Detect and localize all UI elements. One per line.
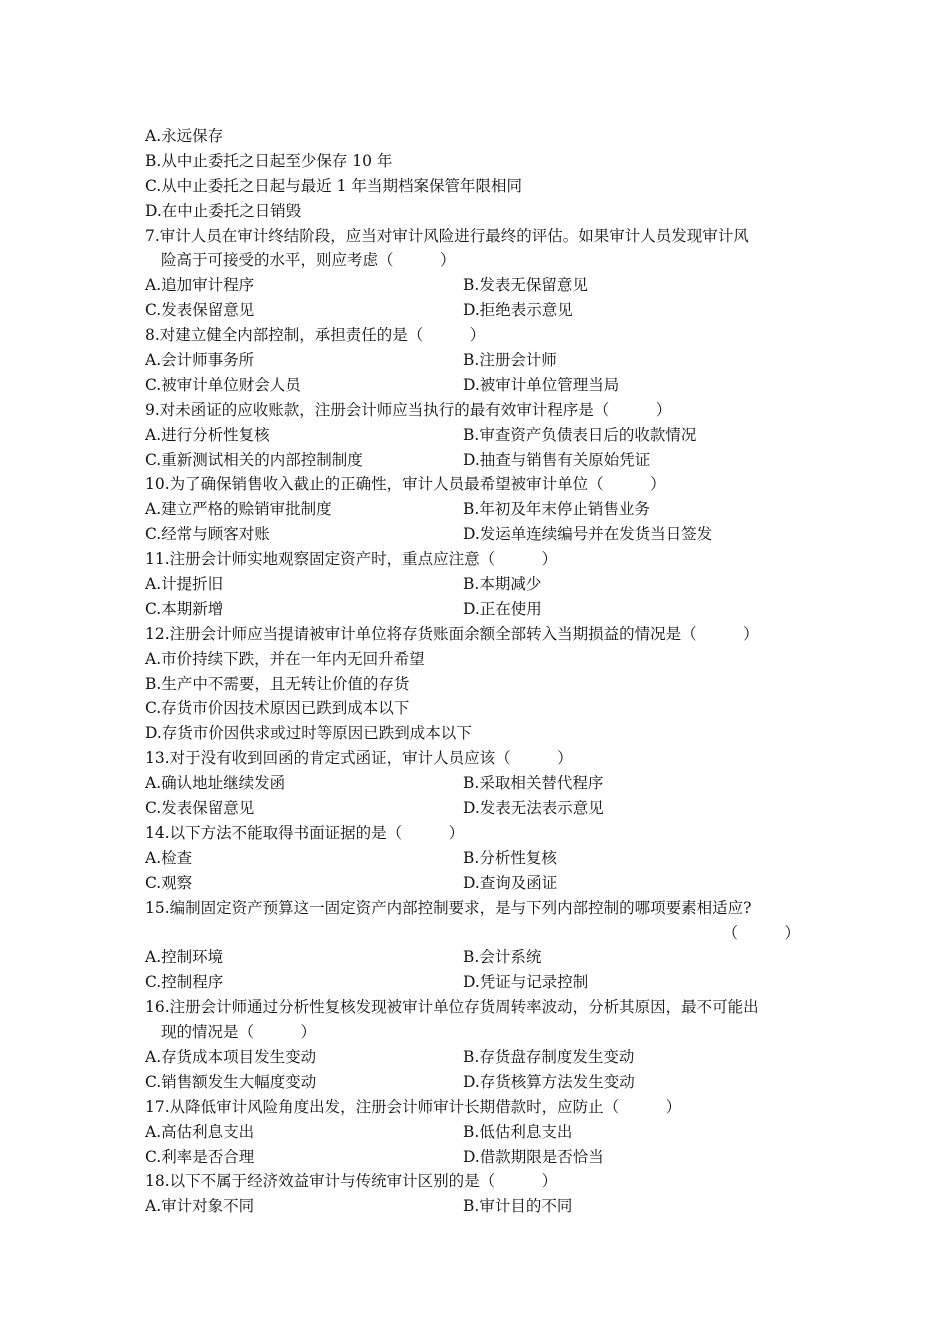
option: B.年初及年末停止销售业务	[463, 500, 650, 519]
option-row	[145, 497, 810, 522]
question-stem: 18.以下不属于经济效益审计与传统审计区别的是（ ）	[145, 1172, 558, 1191]
option-row	[145, 1070, 810, 1095]
answer-blank: （ ）	[722, 923, 800, 942]
option: B.审查资产负债表日后的收款情况	[463, 425, 697, 444]
option: B.低估利息支出	[463, 1122, 573, 1141]
option: D.借款期限是否恰当	[463, 1147, 604, 1166]
question-stem-continued: 险高于可接受的水平，则应考虑（ ）	[161, 251, 456, 270]
option-row	[145, 1120, 810, 1145]
option-row	[145, 796, 810, 821]
option: D.发运单连续编号并在发货当日签发	[463, 525, 713, 544]
question-stem-continued: 现的情况是（ ）	[161, 1023, 317, 1042]
option: A.控制环境	[145, 948, 224, 967]
option-row	[145, 970, 810, 995]
option: A.高估利息支出	[145, 1122, 255, 1141]
option-row	[145, 298, 810, 323]
option-row	[145, 1045, 810, 1070]
option: C.发表保留意见	[145, 799, 255, 818]
option: D.查询及函证	[463, 873, 558, 892]
question-stem: 9.对未函证的应收账款，注册会计师应当执行的最有效审计程序是（ ）	[145, 400, 672, 419]
question-stem: 14.以下方法不能取得书面证据的是（ ）	[145, 823, 465, 842]
question-stem: 16.注册会计师通过分析性复核发现被审计单位存货周转率波动，分析其原因，最不可能出	[145, 998, 759, 1017]
answer-blank-line	[145, 921, 810, 946]
option-line: D.存货市价因供求或过时等原因已跌到成本以下	[145, 724, 472, 743]
option: C.被审计单位财会人员	[145, 375, 301, 394]
option-row	[145, 348, 810, 373]
option: A.会计师事务所	[145, 351, 255, 370]
question-stem: 8.对建立健全内部控制，承担责任的是（ ）	[145, 326, 486, 345]
option: C.重新测试相关的内部控制制度	[145, 450, 363, 469]
option: B.采取相关替代程序	[463, 774, 604, 793]
option-row	[145, 1194, 810, 1219]
option: C.销售额发生大幅度变动	[145, 1072, 317, 1091]
document-body	[145, 124, 810, 1219]
option-row	[145, 572, 810, 597]
option: A.建立严格的赊销审批制度	[145, 500, 332, 519]
option: D.发表无法表示意见	[463, 799, 604, 818]
option-row	[145, 423, 810, 448]
option: A.存货成本项目发生变动	[145, 1047, 317, 1066]
option: B.本期减少	[463, 575, 542, 594]
option: A.检查	[145, 848, 193, 867]
option: A.确认地址继续发函	[145, 774, 286, 793]
option: A.计提折旧	[145, 575, 224, 594]
option: C.利率是否合理	[145, 1147, 255, 1166]
option: A.追加审计程序	[145, 276, 255, 295]
question-stem: 17.从降低审计风险角度出发，注册会计师审计长期借款时，应防止（ ）	[145, 1097, 682, 1116]
question-stem: 15.编制固定资产预算这一固定资产内部控制要求，是与下列内部控制的哪项要素相适应?	[145, 898, 752, 917]
option-row	[145, 373, 810, 398]
option: D.正在使用	[463, 599, 542, 618]
option-line: B.从中止委托之日起至少保存 10 年	[145, 151, 393, 170]
option-row	[145, 771, 810, 796]
question-stem: 12.注册会计师应当提请被审计单位将存货账面余额全部转入当期损益的情况是（ ）	[145, 624, 759, 643]
option: D.凭证与记录控制	[463, 973, 589, 992]
option-line: A.市价持续下跌，并在一年内无回升希望	[145, 649, 425, 668]
question-stem: 10.为了确保销售收入截止的正确性，审计人员最希望被审计单位（ ）	[145, 475, 666, 494]
option-row	[145, 273, 810, 298]
option-row	[145, 597, 810, 622]
option: D.被审计单位管理当局	[463, 375, 620, 394]
question-stem: 13.对于没有收到回函的肯定式函证，审计人员应该（ ）	[145, 749, 573, 768]
option: A.审计对象不同	[145, 1197, 255, 1216]
question-stem: 7.审计人员在审计终结阶段，应当对审计风险进行最终的评估。如果审计人员发现审计风	[145, 226, 749, 245]
option-line: C.从中止委托之日起与最近 1 年当期档案保管年限相同	[145, 176, 522, 195]
option: C.经常与顾客对账	[145, 525, 270, 544]
option: C.本期新增	[145, 599, 224, 618]
option-row	[145, 945, 810, 970]
option-row	[145, 846, 810, 871]
option: B.审计目的不同	[463, 1197, 573, 1216]
option-row	[145, 448, 810, 473]
option-row	[145, 1145, 810, 1170]
option-line: D.在中止委托之日销毁	[145, 201, 302, 220]
option: C.观察	[145, 873, 193, 892]
option-line: C.存货市价因技术原因已跌到成本以下	[145, 699, 410, 718]
question-stem: 11.注册会计师实地观察固定资产时，重点应注意（ ）	[145, 550, 558, 569]
option: D.抽查与销售有关原始凭证	[463, 450, 651, 469]
option: C.发表保留意见	[145, 301, 255, 320]
option: B.注册会计师	[463, 351, 557, 370]
option: B.会计系统	[463, 948, 542, 967]
option-row	[145, 522, 810, 547]
option: B.存货盘存制度发生变动	[463, 1047, 635, 1066]
option: D.存货核算方法发生变动	[463, 1072, 635, 1091]
option: B.分析性复核	[463, 848, 557, 867]
option-line: B.生产中不需要，且无转让价值的存货	[145, 674, 410, 693]
option-row	[145, 871, 810, 896]
option: A.进行分析性复核	[145, 425, 270, 444]
option: C.控制程序	[145, 973, 224, 992]
option: B.发表无保留意见	[463, 276, 588, 295]
option-line: A.永远保存	[145, 127, 224, 145]
option: D.拒绝表示意见	[463, 301, 573, 320]
